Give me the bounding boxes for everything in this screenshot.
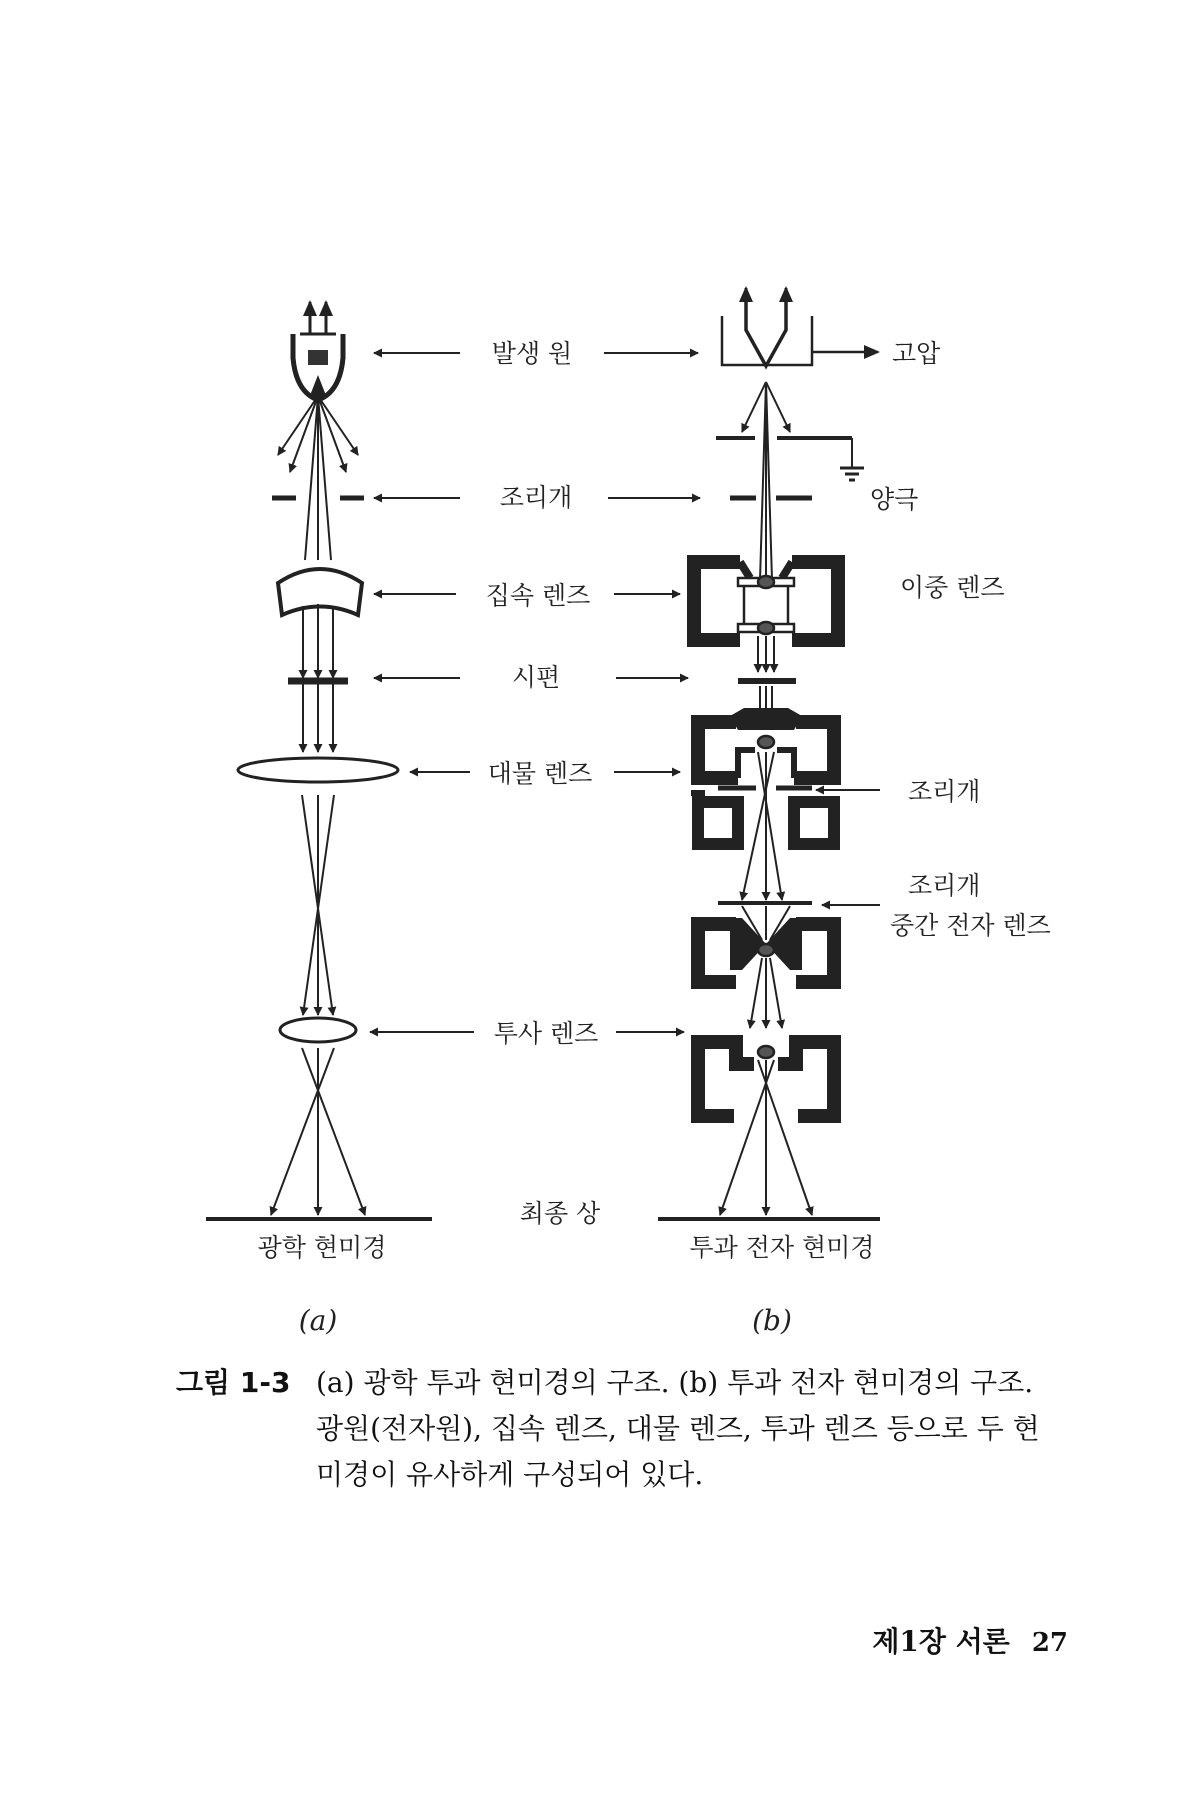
label-source: 발생 원 — [491, 339, 573, 368]
source-rays — [278, 396, 358, 560]
label-anode: 양극 — [870, 485, 919, 514]
panel-label-a: (a) — [298, 1304, 338, 1337]
caption-label: 그림 1-3 — [176, 1366, 291, 1399]
label-high-voltage: 고압 — [892, 339, 941, 368]
projector-rays-b — [720, 1060, 812, 1215]
electron-gun — [722, 288, 878, 366]
label-final-image: 최종 상 — [519, 1199, 601, 1228]
caption-line-2: 광원(전자원), 집속 렌즈, 대물 렌즈, 투과 렌즈 등으로 두 현 — [316, 1412, 1040, 1445]
projector-lens-a — [280, 1018, 356, 1042]
label-projector-lens: 투사 렌즈 — [493, 1019, 599, 1048]
caption-text — [316, 1360, 1076, 1498]
label-objective-lens: 대물 렌즈 — [487, 759, 593, 788]
label-condenser-lens: 집속 렌즈 — [485, 581, 591, 610]
label-double-lens: 이중 렌즈 — [900, 573, 1005, 602]
caption-line-3: 미경이 유사하게 구성되어 있다. — [316, 1458, 704, 1491]
label-specimen: 시편 — [511, 663, 561, 692]
objective-lens-a — [238, 758, 398, 782]
label-optical-microscope: 광학 현미경 — [257, 1233, 387, 1262]
label-aperture-1: 조리개 — [499, 483, 573, 512]
tem-diagram — [658, 288, 880, 1219]
label-aperture-2: 조리개 — [908, 777, 981, 806]
page-footer — [872, 1620, 1068, 1660]
optical-microscope-diagram — [206, 302, 432, 1219]
objective-rays-b — [742, 752, 782, 900]
projector-rays — [271, 1048, 365, 1215]
pointer-arrows — [370, 353, 700, 1032]
anode-plate — [716, 438, 864, 480]
intermediate-rays-out — [750, 958, 782, 1028]
condenser-lens-a — [278, 569, 362, 615]
label-tem: 투과 전자 현미경 — [689, 1233, 875, 1262]
double-lens-poles — [738, 576, 794, 634]
gun-rays — [742, 382, 790, 580]
objective-rays — [302, 795, 334, 1015]
footer-chapter: 제1장 서론 — [872, 1625, 1010, 1658]
label-aperture-3: 조리개 — [908, 871, 981, 900]
panel-label-b: (b) — [752, 1304, 792, 1337]
light-source — [293, 302, 343, 400]
label-intermediate-lens: 중간 전자 렌즈 — [890, 911, 1051, 940]
page-number: 27 — [1031, 1628, 1068, 1658]
caption-line-1: (a) 광학 투과 현미경의 구조. (b) 투과 전자 현미경의 구조. — [316, 1366, 1034, 1399]
